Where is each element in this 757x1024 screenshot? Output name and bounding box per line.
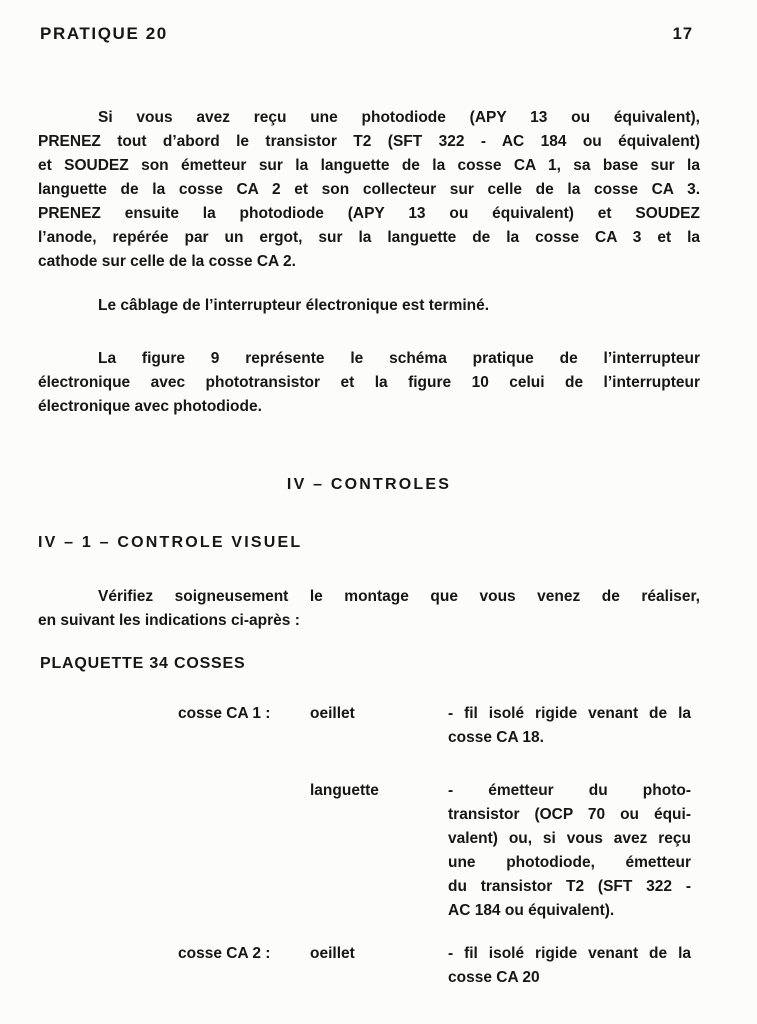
heading-plaquette-34-cosses: PLAQUETTE 34 COSSES <box>40 655 246 672</box>
terminal-part: oeillet <box>310 945 355 962</box>
terminal-part: oeillet <box>310 705 355 722</box>
terminal-part: languette <box>310 782 379 799</box>
paragraph-wiring-complete: Le câblage de l’interrupteur électronique est terminé. <box>98 297 490 314</box>
terminal-description: - fil isolé rigide venant de la cosse CA 18. <box>448 705 691 746</box>
terminal-description: - émetteur du photo- transistor (OCP 70 ou équi- valent) ou, si vous avez reçu une photodiode, émetteur du transistor T2 (SFT 322 - AC 184 ou équivalent). <box>448 782 691 919</box>
terminal-description: - fil isolé rigide venant de la cosse CA 20 <box>448 945 691 986</box>
header-title: PRATIQUE 20 <box>40 24 168 43</box>
subsection-heading-controle-visuel: IV – 1 – CONTROLE VISUEL <box>38 534 303 551</box>
terminal-label: cosse CA 1 : <box>178 705 271 722</box>
page-header <box>40 22 693 46</box>
paragraph-verify-montage: Vérifiez soigneusement le montage que vous venez de réaliser, en suivant les indications ci-après : <box>38 588 700 629</box>
paragraph-figures-reference: La figure 9 représente le schéma pratique de l’interrupteur électronique avec phototransistor et la figure 10 celui de l’interrupteur électronique avec photodiode. <box>38 350 700 415</box>
paragraph-soldering-instructions: Si vous avez reçu une photodiode (APY 13 ou équivalent), PRENEZ tout d’abord le transistor T2 (SFT 322 - AC 184 ou équivalent) et SOUDEZ son émetteur sur la languette de la cosse CA 1, sa base sur la languette de la cosse CA 2 et son collecteur sur celle de la cosse CA 3. PRENEZ ensuite la photodiode (APY 13 ou équivalent) et SOUDEZ l’anode, repérée par un ergot, sur la languette de la cosse CA 3 et la cathode sur celle de la cosse CA 2. <box>38 109 700 270</box>
terminal-label: cosse CA 2 : <box>178 945 271 962</box>
page-number: 17 <box>672 25 693 43</box>
section-heading-controles: IV – CONTROLES <box>286 476 452 493</box>
